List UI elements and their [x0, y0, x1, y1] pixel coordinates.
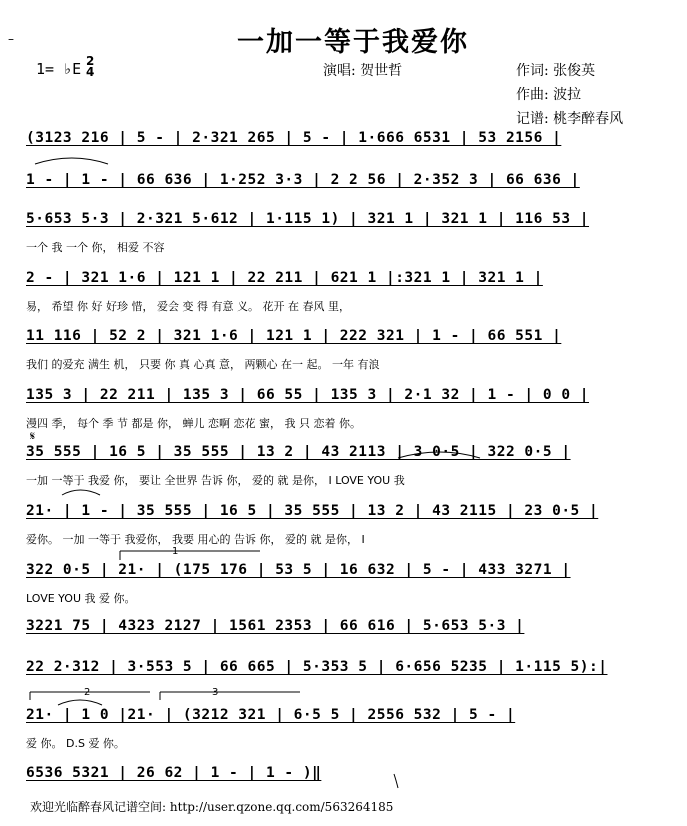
lyrics-line: 我们 的爱充 满生 机， 只要 你 真 心真 意， 两颗心 在一 起。 一年 有浪 [26, 358, 380, 371]
lyrics-line: 漫四 季， 每个 季 节 都是 你， 蝉儿 恋啊 恋花 蜜， 我 只 恋着 你。 [26, 417, 361, 430]
lyrics-line: 易， 希望 你 好 好珍 惜， 爱会 变 得 有意 义。 花开 在 春风 里， [26, 300, 350, 313]
notation-line: 21· | 1 0 |21· | (3212 321 | 6·5 5 | 2556 532 | 5 - | [26, 707, 516, 723]
notation-line: 322 0·5 | 21· | (175 176 | 53 5 | 16 632 | 5 - | 433 3271 | [26, 562, 571, 578]
notation-line: 3221 75 | 4323 2127 | 1561 2353 | 66 616 | 5·653 5·3 | [26, 618, 525, 634]
notation-line: 2 - | 321 1·6 | 121 1 | 22 211 | 621 1 |:321 1 | 321 1 | [26, 270, 543, 286]
lyricist-credit: 作词: 张俊英 [516, 63, 596, 79]
notation-line: 22 2·312 | 3·553 5 | 66 665 | 5·353 5 | 6·656 5235 | 1·115 5):| [26, 659, 608, 675]
tie-arc [62, 490, 100, 495]
notation-line: 1 - | 1 - | 66 636 | 1·252 3·3 | 2 2 56 | 2·352 3 | 66 636 | [26, 172, 580, 188]
volta-1-label: 1 [172, 546, 179, 557]
volta-3-label: 3 [212, 687, 219, 698]
lyrics-line: 爱你。 一加 一等于 我爱你， 我要 用心的 告诉 你， 爱的 就 是你， I [26, 533, 365, 546]
composer-credit: 作曲: 波拉 [516, 87, 582, 103]
footer-text: 欢迎光临醉春风记谱空间: http://user.qzone.qq.com/563264185 [30, 800, 394, 814]
volta-1-bracket [120, 551, 260, 560]
volta-2-label: 2 [84, 687, 91, 698]
notation-line: 35 555 | 16 5 | 35 555 | 13 2 | 43 2113 | 3 0·5 | 322 0·5 | [26, 444, 571, 460]
lyrics-line: 爱 你。 D.S 爱 你。 [26, 737, 125, 750]
notation-line: 5·653 5·3 | 2·321 5·612 | 1·115 1) | 321 1 | 321 1 | 116 53 | [26, 211, 590, 227]
notation-line: 21· | 1 - | 35 555 | 16 5 | 35 555 | 13 2 | 43 2115 | 23 0·5 | [26, 503, 599, 519]
lyrics-line: 一个 我 一个 你， 相爱 不容 [26, 241, 165, 254]
notation-line: 11 116 | 52 2 | 321 1·6 | 121 1 | 222 321 | 1 - | 66 551 | [26, 328, 562, 344]
singer-credit: 演唱: 贺世哲 [323, 63, 403, 79]
corner-mark: – [8, 32, 14, 46]
meter-bottom: 4 [86, 65, 95, 79]
transcriber-credit: 记谱: 桃李醉春风 [516, 111, 624, 127]
tie-arc [35, 158, 108, 164]
lyrics-line: LOVE YOU 我 爱 你。 [26, 592, 136, 605]
volta-3-bracket [160, 692, 300, 700]
song-title: 一加一等于我爱你 [237, 27, 469, 58]
lyrics-line: 一加 一等于 我爱 你， 要让 全世界 告诉 你， 爱的 就 是你， I LOVE YOU 我 [26, 474, 405, 487]
tie-arc [398, 452, 480, 458]
meter-top: 2 [86, 54, 95, 68]
segno-icon: 𝄋 [30, 429, 36, 443]
notation-line: (3123 216 | 5 - | 2·321 265 | 5 - | 1·666 6531 | 53 2156 | [26, 130, 562, 146]
tie-arc [58, 700, 102, 705]
notation-line: 6536 5321 | 26 62 | 1 - | 1 - )‖ [26, 765, 322, 781]
slur-arc [394, 774, 398, 788]
notation-line: 135 3 | 22 211 | 135 3 | 66 55 | 135 3 | 2·1 32 | 1 - | 0 0 | [26, 387, 590, 403]
key-signature: 1= ♭E [36, 60, 82, 78]
